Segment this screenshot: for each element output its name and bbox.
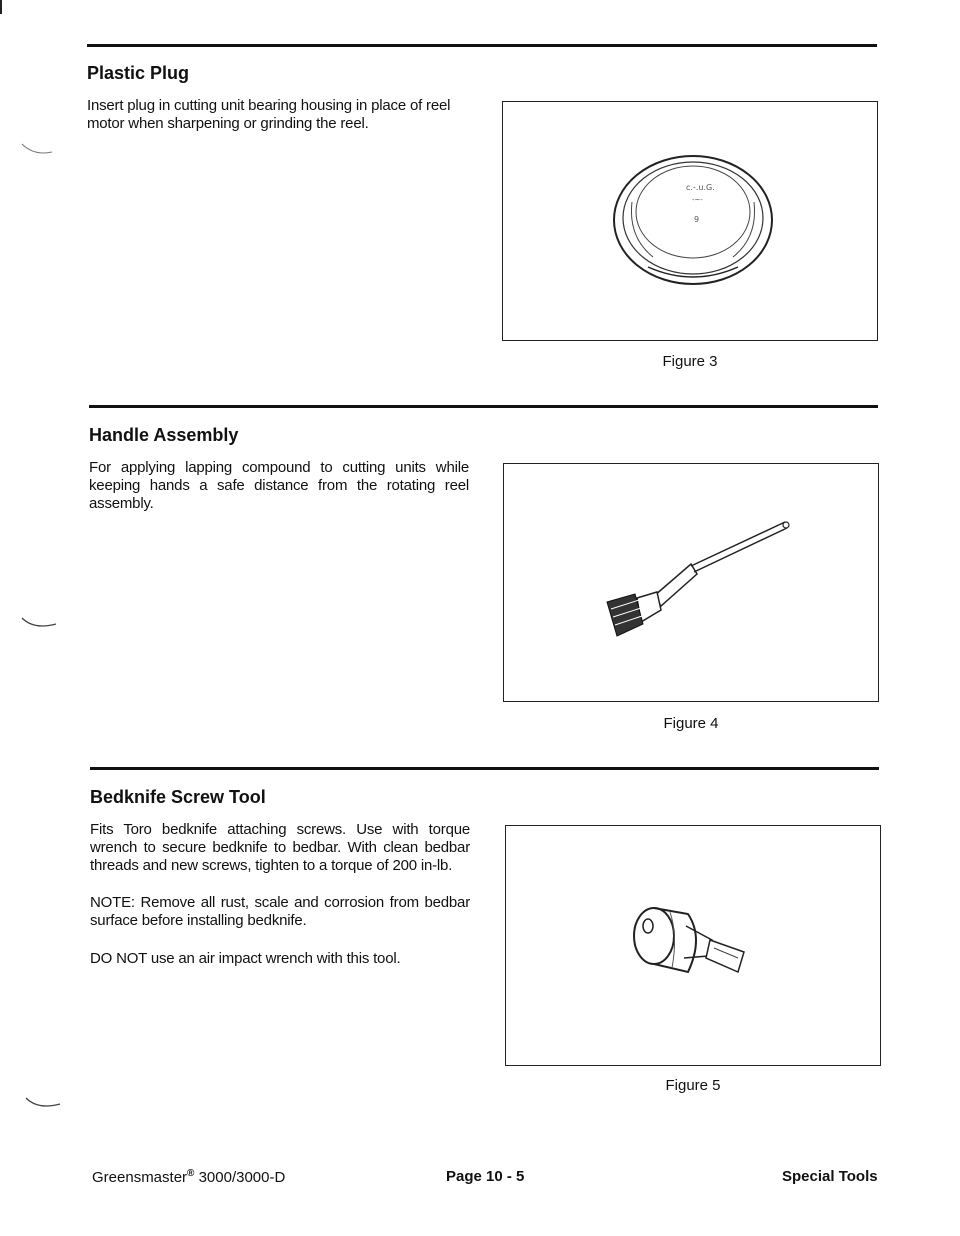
bedknife-screw-tool-illustration: [626, 896, 766, 996]
section-title-plastic-plug: Plastic Plug: [87, 63, 190, 83]
plastic-plug-illustration: [608, 142, 778, 292]
brush-handle-illustration: [599, 514, 799, 644]
section-body-bedknife-note: NOTE: Remove all rust, scale and corrosion from bedbar surface before installing bedknife.: [90, 894, 470, 929]
section-body-bedknife-warning: DO NOT use an air impact wrench with this tool.: [90, 950, 401, 967]
registered-mark: ®: [187, 1168, 195, 1179]
footer-chapter: Special Tools: [782, 1168, 878, 1185]
binder-mark: [20, 140, 60, 160]
footer-product: [92, 1168, 285, 1186]
section-title-handle-assembly: Handle Assembly: [89, 425, 239, 445]
footer-model: 3000/3000-D: [194, 1169, 286, 1186]
section-body-handle-assembly: For applying lapping compound to cutting units while keeping hands a safe distance from the rotating reel assembly.: [89, 459, 469, 512]
section-title-bedknife-screw-tool: Bedknife Screw Tool: [90, 787, 266, 807]
section-body-bedknife-1: Fits Toro bedknife attaching screws. Use with torque wrench to secure bedknife to bedbar. With clean bedbar threads and new screws, tighten to a torque of 200 in-lb.: [90, 821, 470, 874]
section-rule: [90, 767, 879, 770]
section-body-plastic-plug: Insert plug in cutting unit bearing housing in place of reel motor when sharpening or grinding the reel.: [87, 97, 451, 132]
section-rule: [89, 405, 878, 408]
svg-text:-~-: -~-: [692, 196, 703, 204]
figure-4-caption: Figure 4: [663, 715, 719, 732]
binder-mark: [24, 1094, 64, 1114]
binder-mark: [20, 614, 60, 634]
svg-text:c.-.u.G.: c.-.u.G.: [686, 183, 715, 192]
figure-5-frame: [505, 825, 881, 1066]
section-rule: [87, 44, 877, 47]
figure-4-frame: [503, 463, 879, 702]
figure-5-caption: Figure 5: [665, 1077, 721, 1094]
footer-product-name: Greensmaster: [92, 1169, 188, 1186]
figure-3-frame: [502, 101, 878, 341]
footer-page-number: Page 10 - 5: [446, 1168, 525, 1185]
edge-tick: [0, 0, 2, 14]
figure-3-caption: Figure 3: [662, 353, 718, 370]
svg-text:9: 9: [694, 215, 700, 224]
